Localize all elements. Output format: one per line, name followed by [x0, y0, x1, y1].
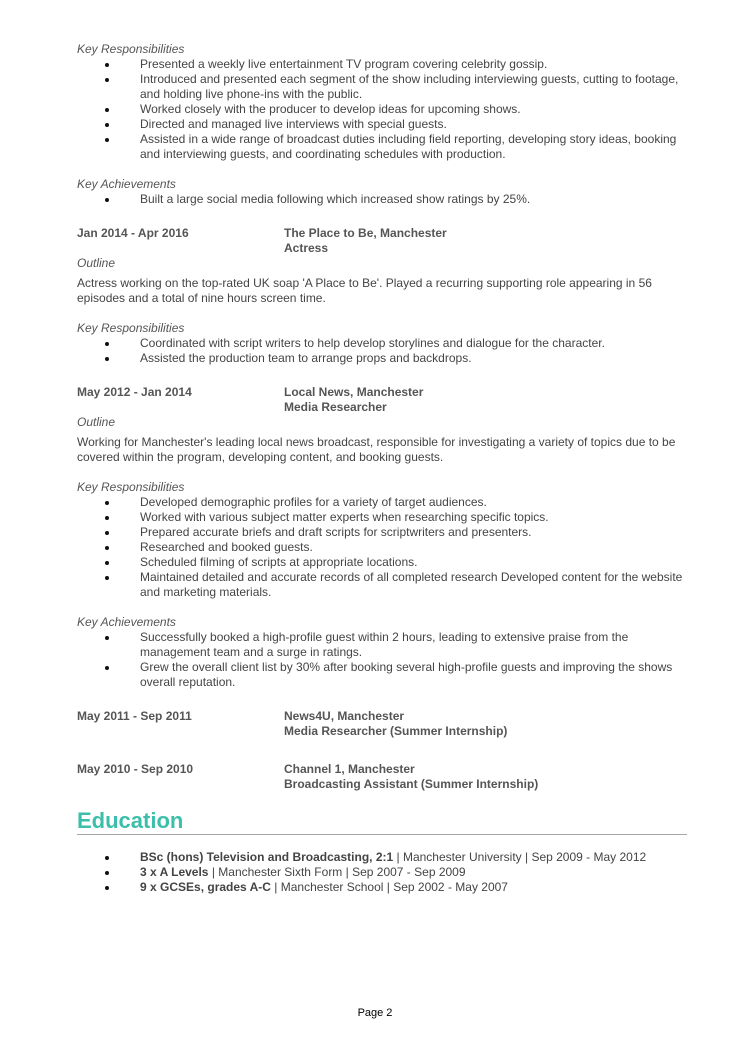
job-3-section [77, 385, 685, 690]
bullet-icon [105, 856, 109, 860]
education-section [77, 806, 685, 895]
list-item: Researched and booked guests. [77, 540, 685, 555]
responsibilities-list [77, 57, 685, 162]
job-role: Broadcasting Assistant (Summer Internship) [284, 777, 539, 791]
job-4-header [77, 709, 685, 739]
responsibilities-list [77, 336, 685, 366]
job-dates: Jan 2014 - Apr 2016 [77, 226, 189, 240]
list-item: Developed demographic profiles for a variety of target audiences. [77, 495, 685, 510]
outline-text: Working for Manchester's leading local news broadcast, responsible for investigating a variety of topics due to be covered within the program, developing content, and booking guests. [77, 435, 676, 464]
job-dates: May 2012 - Jan 2014 [77, 385, 192, 399]
job-role: Media Researcher [284, 400, 387, 414]
job-dates: May 2010 - Sep 2010 [77, 762, 194, 776]
list-item: Successfully booked a high-profile guest within 2 hours, leading to extensive praise from the management team and a surge in ratings. [77, 630, 685, 660]
bullet-icon [105, 561, 109, 565]
list-item: Grew the overall client list by 30% after booking several high-profile guests and improving the shows overall reputation. [77, 660, 685, 690]
key-responsibilities-label: Key Responsibilities [77, 480, 185, 494]
achievements-list [77, 192, 685, 207]
page-number: Page 2 [357, 1007, 393, 1019]
outline-label: Outline [77, 256, 116, 270]
job-2-section [77, 226, 685, 366]
list-item: Worked closely with the producer to develop ideas for upcoming shows. [77, 102, 685, 117]
job-company: Channel 1, Manchester [284, 762, 415, 776]
job-header [77, 226, 685, 256]
bullet-icon [105, 357, 109, 361]
job-company: News4U, Manchester [284, 709, 405, 723]
bullet-icon [105, 108, 109, 112]
key-responsibilities-label: Key Responsibilities [77, 321, 185, 335]
list-item: Introduced and presented each segment of the show including interviewing guests, cutting to footage, and holding live phone-ins with the public. [77, 72, 685, 102]
cv-page-2 [77, 42, 685, 895]
outline-label: Outline [77, 415, 116, 429]
list-item: Assisted the production team to arrange props and backdrops. [77, 351, 685, 366]
list-item: Worked with various subject matter experts when researching specific topics. [77, 510, 685, 525]
job-1-section [77, 42, 685, 207]
key-responsibilities-label: Key Responsibilities [77, 42, 185, 56]
bullet-icon [105, 871, 109, 875]
list-item: Presented a weekly live entertainment TV program covering celebrity gossip. [77, 57, 685, 72]
list-item: Prepared accurate briefs and draft scripts for scriptwriters and presenters. [77, 525, 685, 540]
key-achievements-label: Key Achievements [77, 177, 176, 191]
bullet-icon [105, 546, 109, 550]
list-item: 9 x GCSEs, grades A-C | Manchester School | Sep 2002 - May 2007 [77, 880, 685, 895]
key-achievements-label: Key Achievements [77, 615, 176, 629]
job-role: Actress [284, 241, 329, 255]
job-company: Local News, Manchester [284, 385, 424, 399]
outline-text: Actress working on the top-rated UK soap 'A Place to Be'. Played a recurring supporting role appearing in 56 episodes and a total of nine hours screen time. [77, 276, 652, 305]
list-item: Maintained detailed and accurate records of all completed research Developed content for the website and marketing materials. [77, 570, 685, 600]
job-role: Media Researcher (Summer Internship) [284, 724, 508, 738]
bullet-icon [105, 63, 109, 67]
bullet-icon [105, 886, 109, 890]
education-list [77, 850, 685, 895]
list-item: Built a large social media following which increased show ratings by 25%. [77, 192, 685, 207]
job-company: The Place to Be, Manchester [284, 226, 447, 240]
bullet-icon [105, 342, 109, 346]
list-item: Coordinated with script writers to help develop storylines and dialogue for the character. [77, 336, 685, 351]
bullet-icon [105, 636, 109, 640]
list-item: Scheduled filming of scripts at appropriate locations. [77, 555, 685, 570]
bullet-icon [105, 576, 109, 580]
list-item: Directed and managed live interviews with special guests. [77, 117, 685, 132]
job-dates: May 2011 - Sep 2011 [77, 709, 192, 723]
education-heading: Education [77, 808, 184, 833]
job-5-header [77, 762, 685, 792]
bullet-icon [105, 198, 109, 202]
section-divider [77, 834, 687, 835]
list-item: 3 x A Levels | Manchester Sixth Form | Sep 2007 - Sep 2009 [77, 865, 685, 880]
bullet-icon [105, 501, 109, 505]
list-item: Assisted in a wide range of broadcast duties including field reporting, developing story ideas, booking and interviewing guests, and coordinating schedules with production. [77, 132, 685, 162]
list-item: BSc (hons) Television and Broadcasting, 2:1 | Manchester University | Sep 2009 - May 2012 [77, 850, 685, 865]
responsibilities-list [77, 495, 685, 600]
bullet-icon [105, 138, 109, 142]
bullet-icon [105, 666, 109, 670]
job-header [77, 385, 685, 415]
bullet-icon [105, 531, 109, 535]
achievements-list [77, 630, 685, 690]
bullet-icon [105, 516, 109, 520]
bullet-icon [105, 78, 109, 82]
bullet-icon [105, 123, 109, 127]
